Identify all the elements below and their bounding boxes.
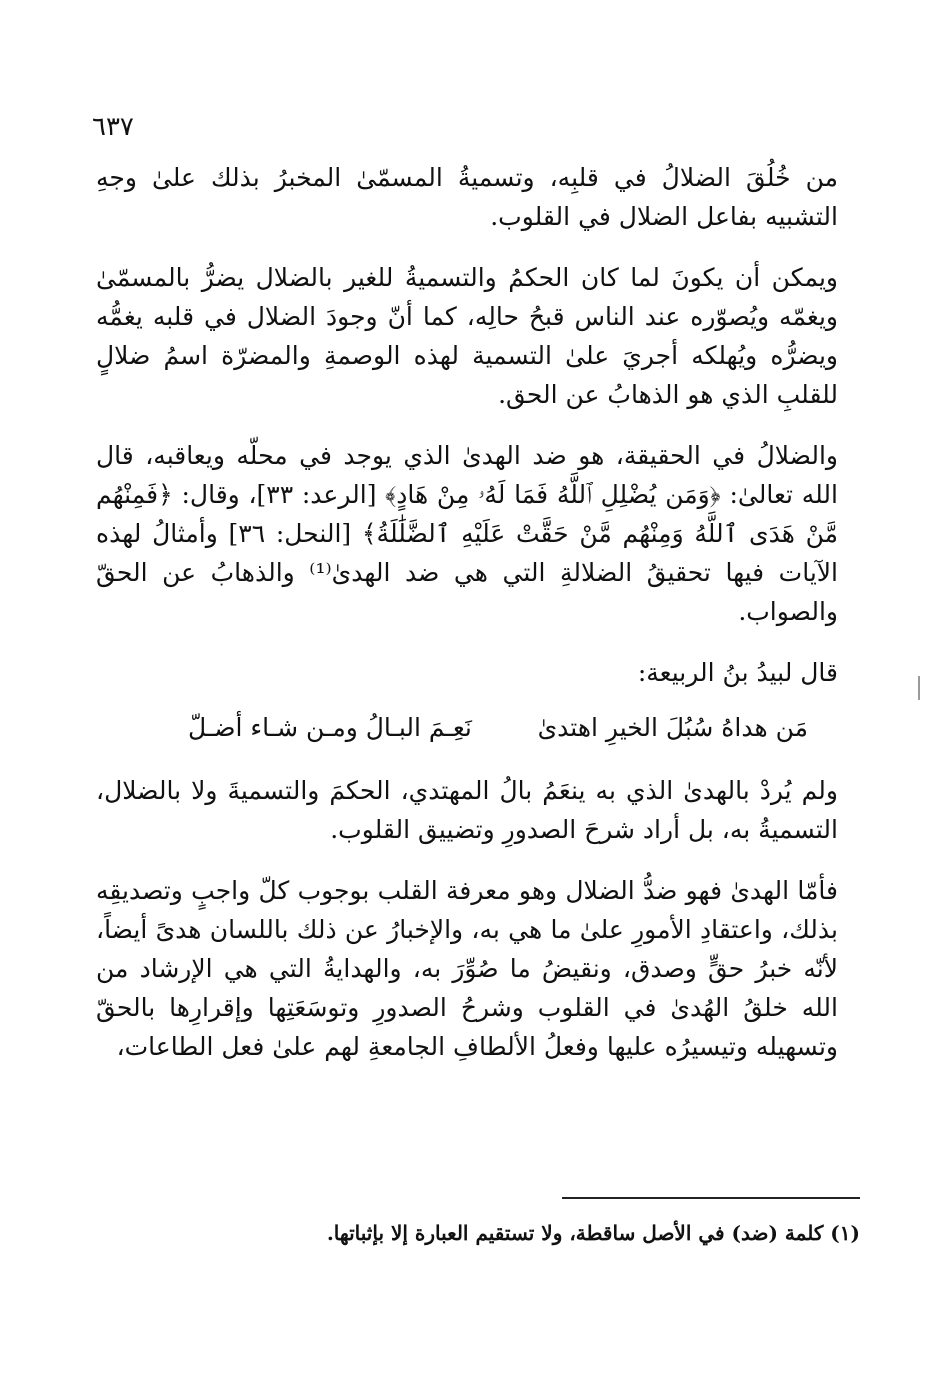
paragraph: والضلالُ في الحقيقة، هو ضد الهدىٰ الذي يوجد في محلّه ويعاقبه، قال الله تعالىٰ: ﴿وَمَن يُضْلِلِ ٱللَّهُ فَمَا لَهُۥ مِنْ هَادٍ﴾ [الرعد: ٣٣]، وقال: ﴿فَمِنْهُم مَّنْ هَدَى ٱللَّهُ وَمِنْهُم مَّنْ حَقَّتْ عَلَيْهِ ٱلضَّلَٰلَةُ﴾ [النحل: ٣٦] وأمثالُ لهذه الآيات فيها تحقيقُ الضلالةِ التي هي ضد الهدىٰ⁽¹⁾ والذهابُ عن الحقّ والصواب.	[96, 441, 838, 626]
page-number: ٦٣٧	[92, 112, 134, 142]
footnote-separator	[562, 1197, 860, 1199]
footnote: (١) كلمة (ضد) في الأصل ساقطة، ولا تستقيم العبارة إلا بإثباتها.	[326, 1221, 860, 1245]
poem-second-hemistich: نَعِـمَ البـالُ ومـن شـاء أضـلّ	[188, 713, 472, 742]
margin-mark	[918, 676, 920, 700]
paragraph: فأمّا الهدىٰ فهو ضدُّ الضلال وهو معرفة القلب بوجوب كلّ واجبٍ وتصديقِه بذلك، واعتقادِ الأمورِ علىٰ ما هي به، والإخبارُ عن ذلك باللسان هدىً أيضاً، لأنّه خبرُ حقٍّ وصدق، ونقيضُ ما صُوِّرَ به، والهدايةُ التي هي الإرشاد من الله خلقُ الهُدىٰ في القلوب وشرحُ الصدورِ وتوسَعَتِها وإقرارِها بالحقّ وتسهيله وتيسيرُه عليها وفعلُ الألطافِ الجامعةِ لهم علىٰ فعل الطاعات،	[96, 876, 838, 1061]
poem-first-hemistich: مَن هداهُ سُبُلَ الخيرِ اهتدىٰ	[537, 713, 808, 742]
page-body	[96, 158, 838, 1088]
paragraph: ويمكن أن يكونَ لما كان الحكمُ والتسميةُ للغير بالضلال يضرُّ بالمسمّىٰ ويغمّه ويُصوّره عند الناس قبحُ حالِه، كما أنّ وجودَ الضلال في قلبه يغمُّه ويضرُّه ويُهلكه أجريَ علىٰ التسمية لهذه الوصمةِ والمضرّة اسمُ ضلالٍ للقلبِ الذي هو الذهابُ عن الحق.	[96, 263, 839, 409]
paragraph: ولم يُردْ بالهدىٰ الذي به ينعَمُ بالُ المهتدي، الحكمَ والتسميةَ ولا بالضلال، التسميةُ به، بل أراد شرحَ الصدورِ وتضييق القلوب.	[96, 776, 838, 844]
poem-introduction: قال لبيدُ بنُ الربيعة:	[637, 658, 838, 687]
paragraph: من خُلُقَ الضلالُ في قلبِه، وتسميةُ المسمّىٰ المخبرُ بذلك علىٰ وجهِ التشبيه بفاعل الضلال في القلوب.	[96, 163, 838, 231]
poem-verse	[188, 708, 838, 747]
